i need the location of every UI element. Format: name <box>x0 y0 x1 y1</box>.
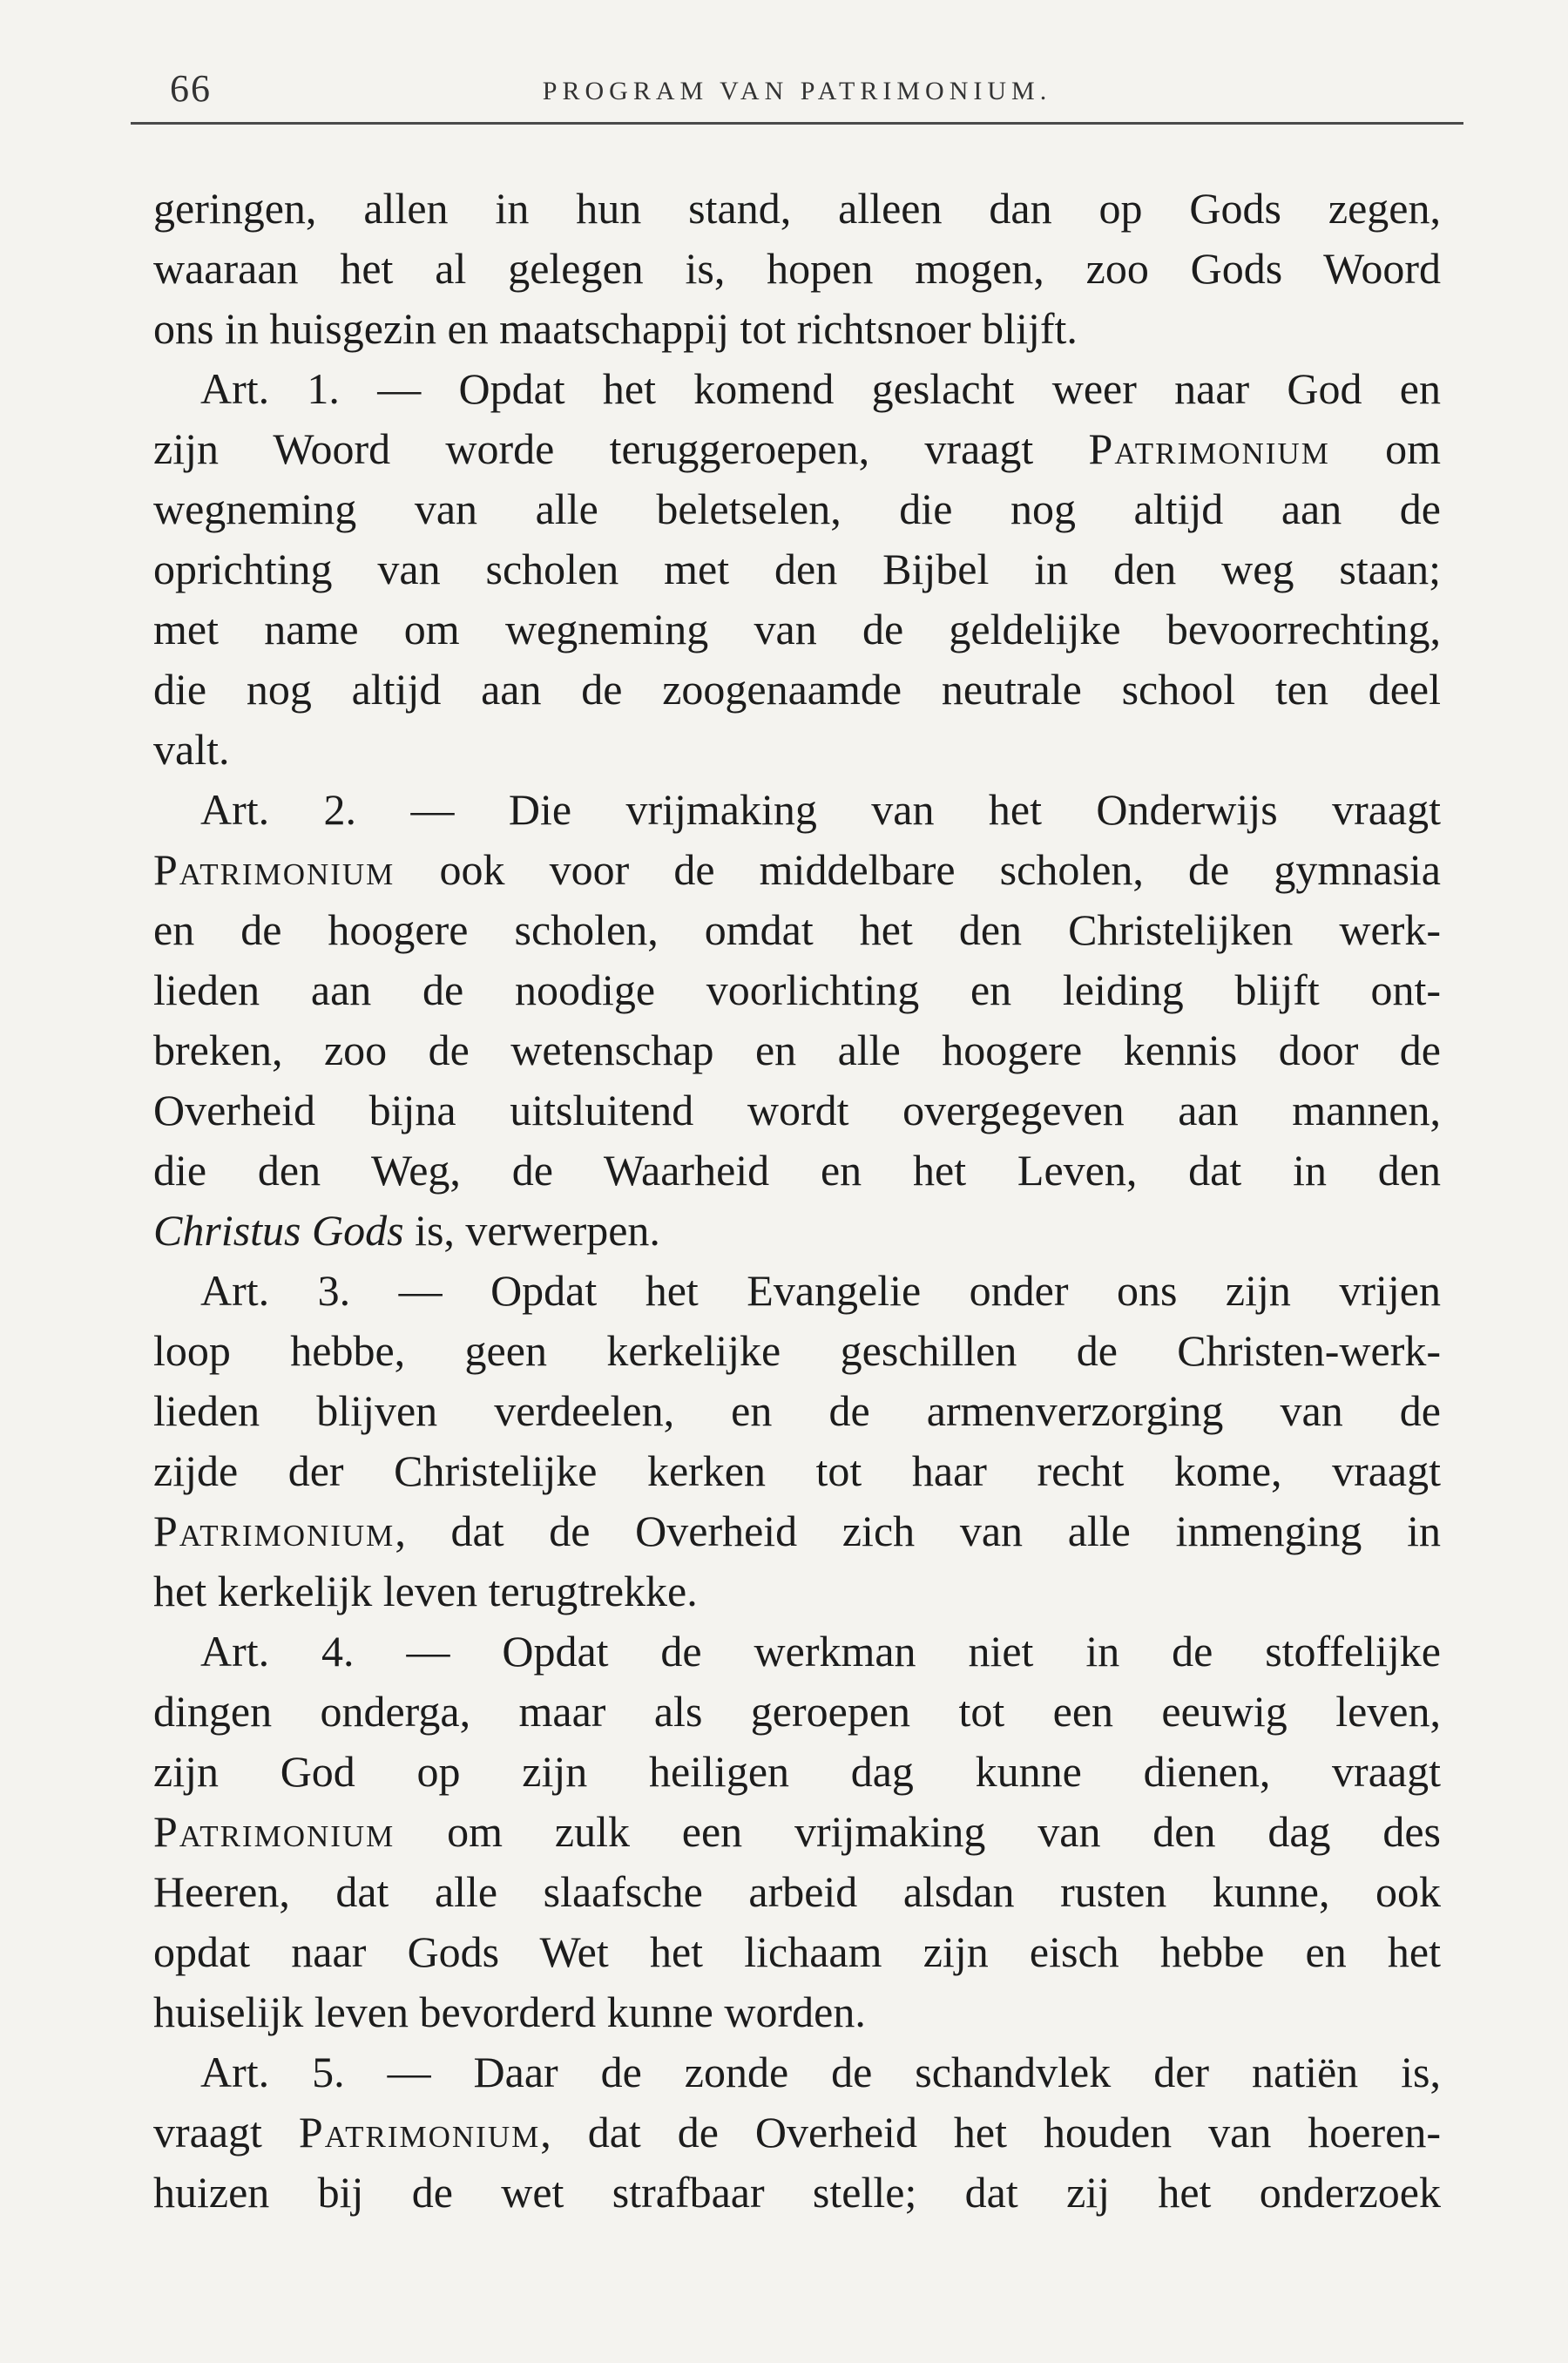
text-line: Patrimonium, dat de Overheid zich van alle inmenging in <box>153 1506 1441 1555</box>
text-line: die den Weg, de Waarheid en het Leven, dat in den <box>153 1146 1441 1195</box>
italic-phrase: Christus Gods <box>153 1206 404 1255</box>
page-number: 66 <box>170 67 212 110</box>
text-line: huiselijk leven bevorderd kunne worden. <box>153 1987 866 2036</box>
text-line: het kerkelijk leven terugtrekke. <box>153 1567 698 1615</box>
text-line: lieden blijven verdeelen, en de armenverzorging van de <box>153 1386 1441 1435</box>
text-line: breken, zoo de wetenschap en alle hoogere kennis door de <box>153 1026 1441 1074</box>
text-line: zijn God op zijn heiligen dag kunne dienen, vraagt <box>153 1747 1441 1796</box>
article-5-heading-line: Art. 5. — Daar de zonde de schandvlek der natiën is, <box>200 2048 1441 2096</box>
text-line: Heeren, dat alle slaafsche arbeid alsdan rusten kunne, ook <box>153 1867 1441 1916</box>
text-line: zijde der Christelijke kerken tot haar recht kome, vraagt <box>153 1446 1441 1495</box>
running-head <box>131 61 1463 125</box>
article-4-heading-line: Art. 4. — Opdat de werkman niet in de stoffelijke <box>200 1627 1441 1676</box>
text-line: valt. <box>153 725 230 774</box>
text-line: huizen bij de wet strafbaar stelle; dat zij het onderzoek <box>153 2168 1441 2217</box>
text-line: oprichting van scholen met den Bijbel in den weg staan; <box>153 545 1441 593</box>
text-line: vraagt Patrimonium, dat de Overheid het houden van hoeren- <box>153 2108 1441 2156</box>
patrimonium-name: Patrimonium <box>153 1506 395 1555</box>
text-line: en de hoogere scholen, omdat het den Christelijken werk- <box>153 905 1441 954</box>
text-line: lieden aan de noodige voorlichting en leiding blijft ont- <box>153 965 1441 1014</box>
text-line: waaraan het al gelegen is, hopen mogen, zoo Gods Woord <box>153 244 1441 293</box>
text-line: ons in huisgezin en maatschappij tot richtsnoer blijft. <box>153 304 1078 353</box>
patrimonium-name: Patrimonium <box>298 2108 541 2156</box>
text-line: wegneming van alle beletselen, die nog altijd aan de <box>153 484 1441 533</box>
text-line: Overheid bijna uitsluitend wordt overgegeven aan mannen, <box>153 1086 1441 1134</box>
article-3-heading-line: Art. 3. — Opdat het Evangelie onder ons zijn vrijen <box>200 1266 1441 1315</box>
text-line: Patrimonium ook voor de middelbare scholen, de gymnasia <box>153 845 1441 894</box>
article-2-heading-line: Art. 2. — Die vrijmaking van het Onderwijs vraagt <box>200 785 1441 834</box>
text-line: die nog altijd aan de zoogenaamde neutrale school ten deel <box>153 665 1441 714</box>
patrimonium-name: Patrimonium <box>153 845 395 894</box>
text-line: geringen, allen in hun stand, alleen dan op Gods zegen, <box>153 184 1441 233</box>
text-line: met name om wegneming van de geldelijke bevoorrechting, <box>153 605 1441 653</box>
patrimonium-name: Patrimonium <box>153 1807 395 1856</box>
body-text <box>153 179 1441 2223</box>
text-line: dingen onderga, maar als geroepen tot een eeuwig leven, <box>153 1687 1441 1736</box>
text-line: Patrimonium om zulk een vrijmaking van den dag des <box>153 1807 1441 1856</box>
text-line: Christus Gods is, verwerpen. <box>153 1206 660 1255</box>
text-line: loop hebbe, geen kerkelijke geschillen de Christen-werk- <box>153 1326 1441 1375</box>
running-title: PROGRAM VAN PATRIMONIUM. <box>542 77 1052 105</box>
text-line: opdat naar Gods Wet het lichaam zijn eisch hebbe en het <box>153 1927 1441 1976</box>
article-1-heading-line: Art. 1. — Opdat het komend geslacht weer naar God en <box>200 364 1441 413</box>
patrimonium-name: Patrimonium <box>1088 424 1330 473</box>
text-line: zijn Woord worde teruggeroepen, vraagt Patrimonium om <box>153 424 1441 473</box>
